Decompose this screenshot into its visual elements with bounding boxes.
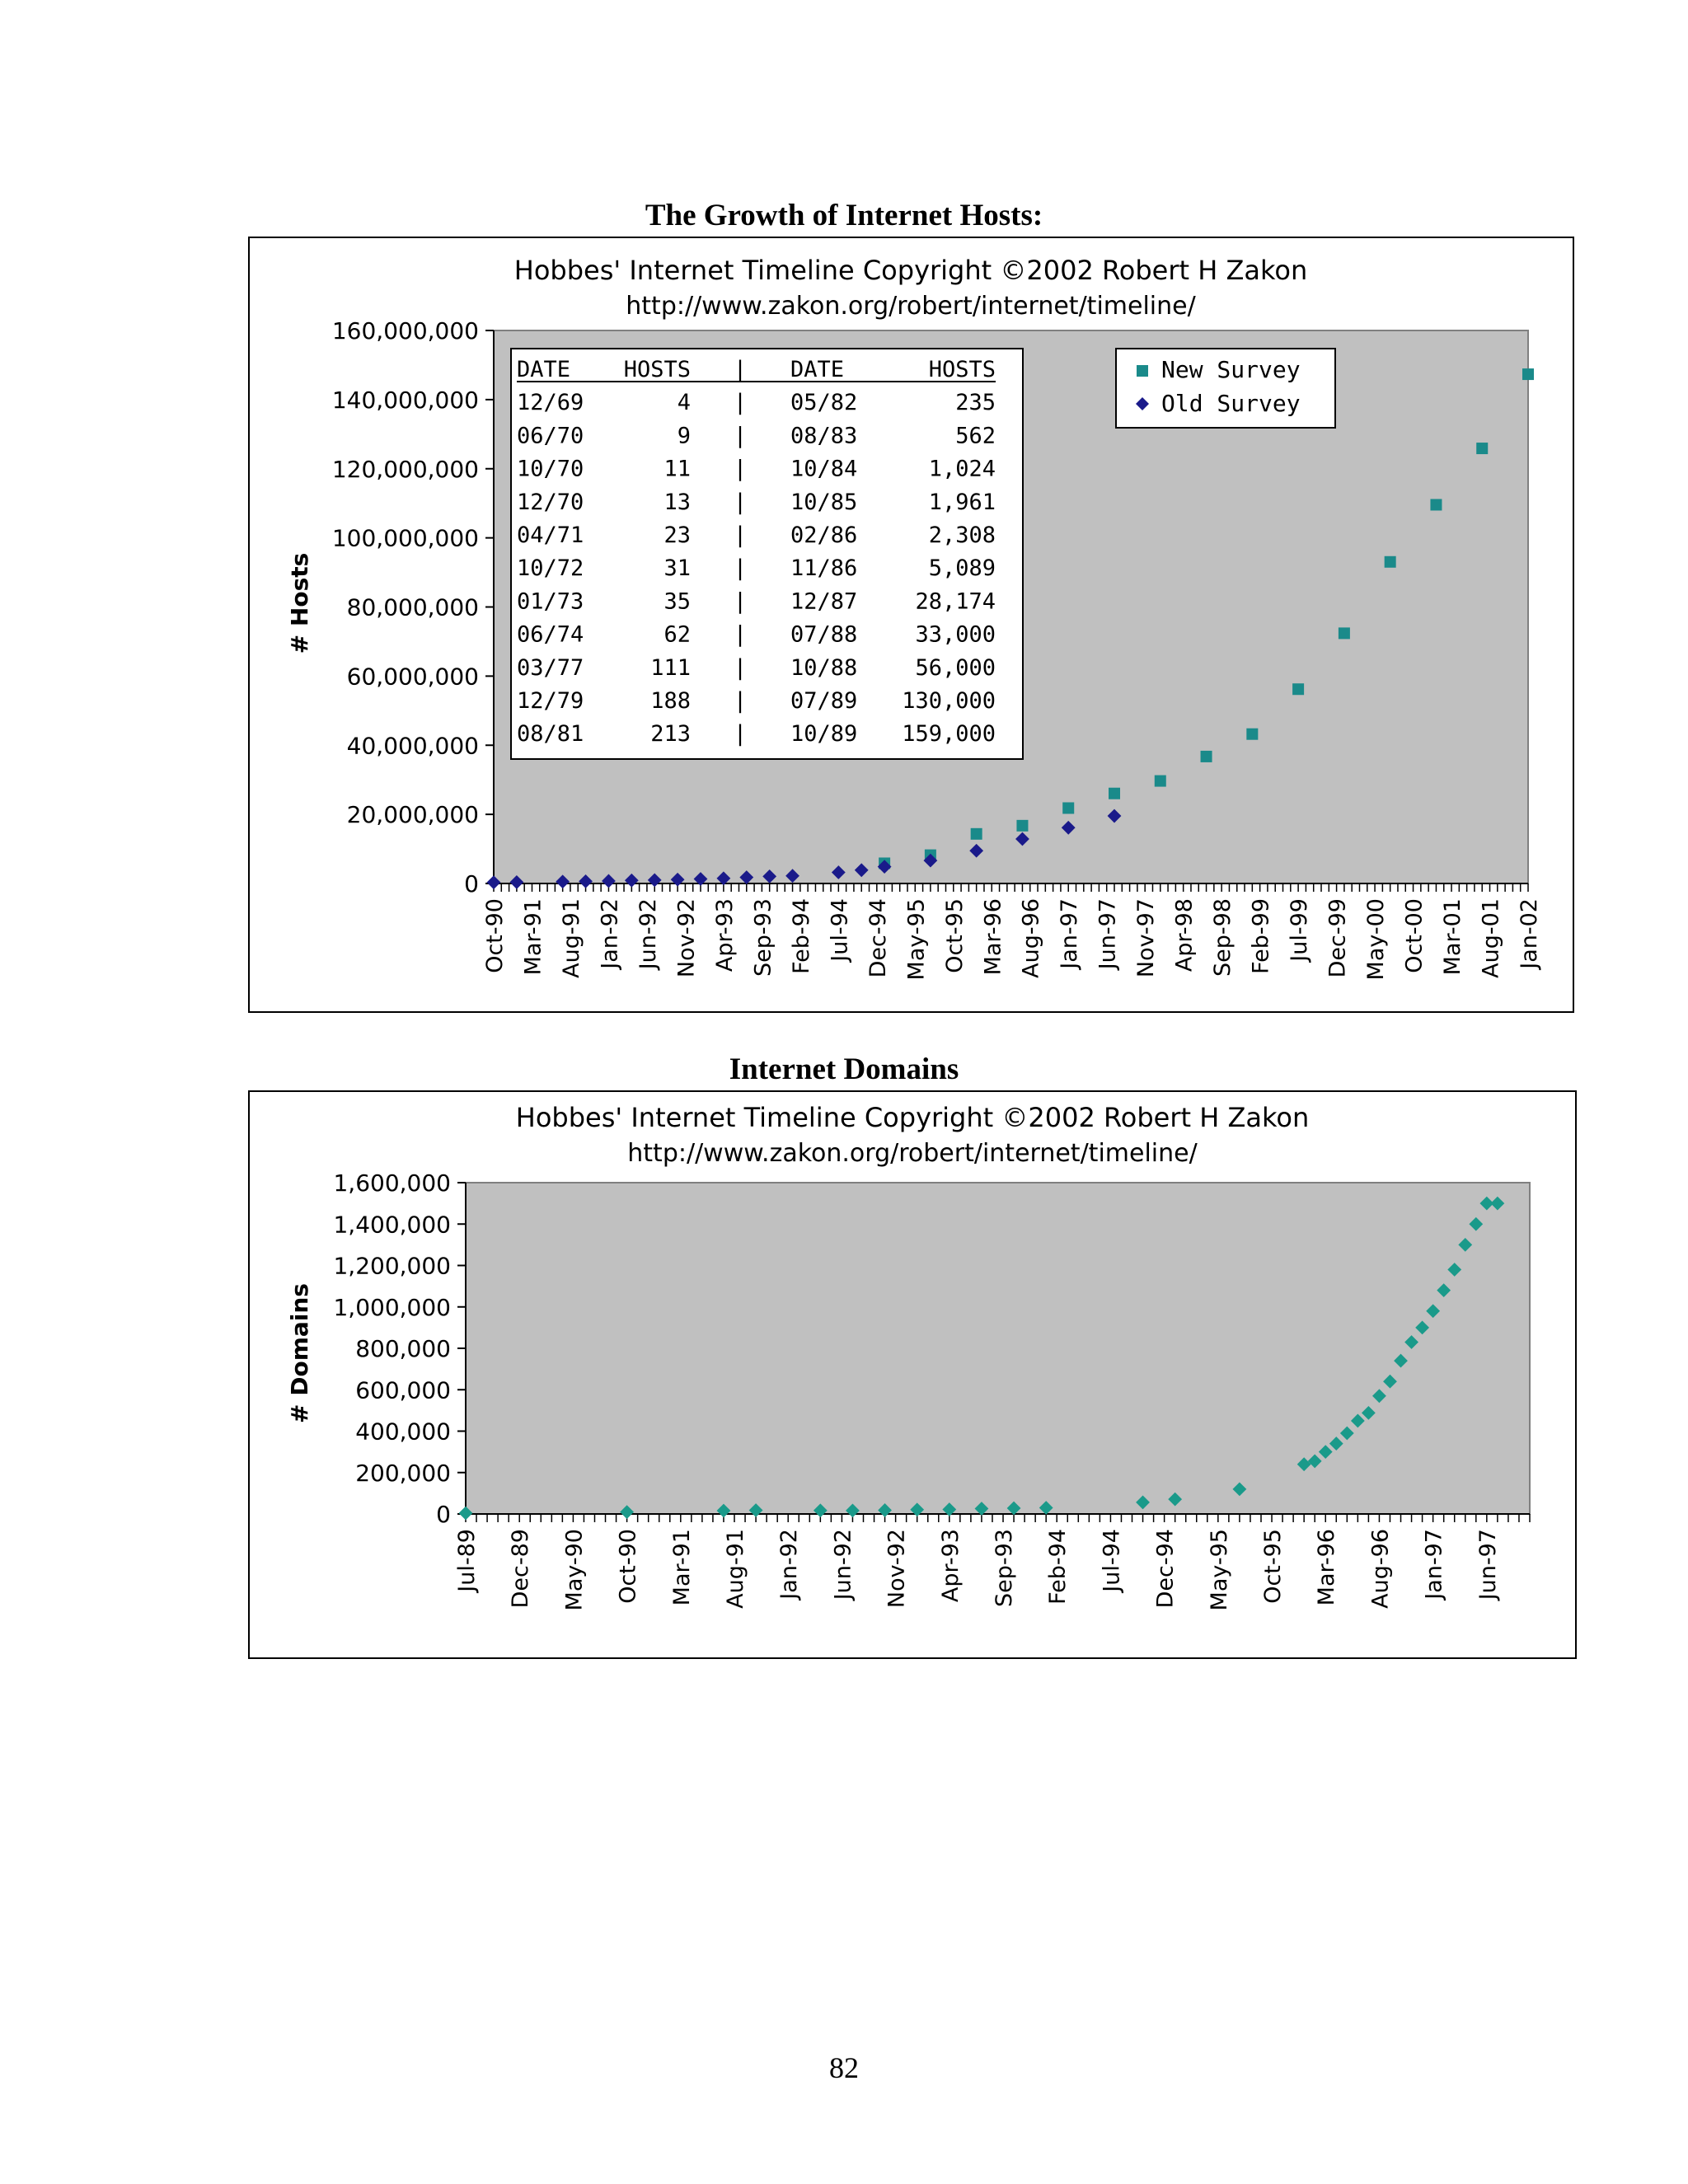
x-tick-label: Sep-93 xyxy=(750,898,776,977)
data-point xyxy=(1201,751,1212,762)
inset-table-cell: 33,000 xyxy=(915,621,996,648)
inset-table-cell: 562 xyxy=(955,423,996,449)
inset-table-cell: 11 xyxy=(663,456,691,482)
data-point xyxy=(1430,499,1442,510)
y-tick-label: 80,000,000 xyxy=(346,593,479,621)
x-tick-label: Nov-97 xyxy=(1133,898,1160,978)
x-tick-label: Mar-91 xyxy=(668,1529,695,1606)
legend-new-survey-label: New Survey xyxy=(1161,356,1301,383)
x-tick-label: Jun-97 xyxy=(1095,898,1121,970)
hosts-section-title: The Growth of Internet Hosts: xyxy=(645,199,1043,232)
data-point xyxy=(1385,556,1396,568)
x-tick-label: Jan-02 xyxy=(1517,898,1542,969)
inset-table-cell: 08/83 xyxy=(790,423,858,449)
inset-table-cell: | xyxy=(733,588,748,615)
inset-table-cell: | xyxy=(733,721,748,748)
inset-table-cell: 05/82 xyxy=(790,390,858,416)
inset-table-cell: 10/88 xyxy=(790,654,858,681)
inset-table-cell: 10/89 xyxy=(790,721,858,748)
y-tick-label: 100,000,000 xyxy=(331,524,479,552)
x-tick-label: Mar-96 xyxy=(1314,1529,1340,1606)
x-tick-label: May-95 xyxy=(1206,1529,1232,1611)
x-tick-label: Aug-01 xyxy=(1478,898,1504,978)
data-point xyxy=(1522,368,1534,380)
inset-table-cell: 130,000 xyxy=(902,688,996,714)
inset-table-cell: 12/79 xyxy=(517,688,584,714)
y-tick-label: 0 xyxy=(436,1501,451,1528)
inset-table-cell: 35 xyxy=(663,588,691,615)
inset-table-cell: | xyxy=(733,390,748,416)
inset-table-cell: 01/73 xyxy=(517,588,584,615)
x-tick-label: Oct-90 xyxy=(615,1529,641,1604)
y-tick-label: 1,200,000 xyxy=(333,1252,451,1280)
inset-table-cell: 31 xyxy=(663,555,691,582)
domains-chart-title: Hobbes' Internet Timeline Copyright ©2002 Robert H Zakon xyxy=(515,1102,1310,1133)
hosts-chart-title: Hobbes' Internet Timeline Copyright ©2002 Robert H Zakon xyxy=(513,255,1308,286)
x-tick-label: Jan-92 xyxy=(776,1529,803,1600)
inset-table-cell: 11/86 xyxy=(790,555,858,582)
inset-table-cell: 62 xyxy=(663,621,691,648)
x-tick-label: Feb-99 xyxy=(1248,898,1274,974)
inset-table-cell: 08/81 xyxy=(517,721,584,748)
inset-table-cell: | xyxy=(733,489,748,515)
y-tick-label: 160,000,000 xyxy=(331,317,479,344)
legend-new-survey-marker xyxy=(1137,365,1148,377)
y-tick-label: 1,400,000 xyxy=(333,1211,451,1239)
legend-old-survey-label: Old Survey xyxy=(1161,390,1301,417)
x-tick-label: Dec-99 xyxy=(1325,898,1351,978)
x-tick-label: Mar-01 xyxy=(1440,898,1466,976)
inset-table-cell: 23 xyxy=(663,523,691,548)
domains-chart-svg xyxy=(250,1092,1575,1657)
inset-table-cell: 06/74 xyxy=(517,621,584,648)
inset-table-cell: 04/71 xyxy=(517,523,584,548)
inset-table-cell: 07/89 xyxy=(790,688,858,714)
domains-chart xyxy=(248,1090,1577,1659)
x-tick-label: Nov-92 xyxy=(673,898,700,978)
inset-table-cell: 13 xyxy=(663,489,691,515)
x-tick-label: Dec-94 xyxy=(1152,1529,1179,1609)
inset-table-cell: 10/72 xyxy=(517,555,584,582)
x-tick-label: Aug-96 xyxy=(1018,898,1044,978)
x-tick-label: Oct-95 xyxy=(941,898,968,973)
x-tick-label: Jul-94 xyxy=(827,898,853,962)
hosts-inset-table xyxy=(511,349,1023,759)
inset-table-cell: 02/86 xyxy=(790,523,858,548)
inset-table-cell: 1,024 xyxy=(928,456,996,482)
domains-chart-subtitle: http://www.zakon.org/robert/internet/timeline/ xyxy=(627,1139,1198,1168)
x-tick-label: Oct-95 xyxy=(1260,1529,1287,1604)
hosts-legend xyxy=(1116,349,1335,428)
x-tick-label: Apr-98 xyxy=(1171,898,1198,972)
data-point xyxy=(1109,788,1120,799)
x-tick-label: Aug-96 xyxy=(1367,1529,1394,1609)
inset-table-cell: 235 xyxy=(955,390,996,416)
inset-table-cell: 07/88 xyxy=(790,621,858,648)
x-tick-label: Jul-89 xyxy=(454,1529,480,1592)
inset-table-cell: 03/77 xyxy=(517,654,584,681)
hosts-chart xyxy=(248,237,1574,1013)
hosts-y-axis-label: # Hosts xyxy=(286,552,313,654)
x-tick-label: Aug-91 xyxy=(558,898,584,978)
x-tick-label: Jul-94 xyxy=(1099,1529,1125,1592)
data-point xyxy=(1155,776,1166,787)
x-tick-label: May-00 xyxy=(1363,898,1390,981)
hosts-chart-subtitle: http://www.zakon.org/robert/internet/timeline/ xyxy=(626,292,1196,321)
domains-section-title: Internet Domains xyxy=(729,1052,959,1086)
y-tick-label: 800,000 xyxy=(355,1335,451,1362)
inset-table-cell: 10/70 xyxy=(517,456,584,482)
inset-table-cell: | xyxy=(733,555,748,582)
x-tick-label: Jul-99 xyxy=(1287,898,1313,962)
inset-table-cell: | xyxy=(733,456,748,482)
x-tick-label: Dec-94 xyxy=(865,898,891,978)
inset-table-header: DATE xyxy=(790,357,845,382)
inset-table-cell: 56,000 xyxy=(915,654,996,681)
x-tick-label: Jun-97 xyxy=(1475,1529,1501,1601)
inset-table-cell: 4 xyxy=(677,390,691,416)
y-tick-label: 120,000,000 xyxy=(331,455,479,483)
x-tick-label: Apr-93 xyxy=(711,898,738,972)
inset-table-cell: 213 xyxy=(650,721,691,748)
x-tick-label: Feb-94 xyxy=(1045,1529,1071,1605)
inset-table-cell: | xyxy=(733,688,748,714)
y-tick-label: 200,000 xyxy=(355,1459,451,1487)
inset-table-cell: 1,961 xyxy=(928,489,996,515)
x-tick-label: Mar-91 xyxy=(520,898,546,976)
data-point xyxy=(1246,729,1258,740)
x-tick-label: Sep-93 xyxy=(992,1529,1018,1607)
inset-table-cell: 10/85 xyxy=(790,489,858,515)
x-tick-label: Nov-92 xyxy=(884,1529,910,1609)
inset-table-cell: 5,089 xyxy=(928,555,996,582)
inset-table-cell: | xyxy=(733,423,748,449)
y-tick-label: 1,000,000 xyxy=(333,1293,451,1321)
inset-table-cell: 12/87 xyxy=(790,588,858,615)
inset-table-header: HOSTS xyxy=(623,357,691,382)
domains-plot-area xyxy=(466,1183,1530,1514)
inset-table-cell: 2,308 xyxy=(928,523,996,548)
x-tick-label: Apr-93 xyxy=(937,1529,964,1603)
x-tick-label: Oct-00 xyxy=(1401,898,1428,973)
y-tick-label: 60,000,000 xyxy=(346,663,479,691)
inset-table-cell: | xyxy=(733,621,748,648)
x-tick-label: Jun-92 xyxy=(830,1529,856,1601)
x-tick-label: Sep-98 xyxy=(1210,898,1236,977)
inset-table-cell: 10/84 xyxy=(790,456,858,482)
hosts-chart-svg xyxy=(250,238,1573,1011)
y-tick-label: 40,000,000 xyxy=(346,732,479,760)
domains-y-axis-label: # Domains xyxy=(286,1283,313,1423)
x-tick-label: May-95 xyxy=(903,898,930,981)
page-number: 82 xyxy=(829,2051,859,2084)
inset-table-cell: 159,000 xyxy=(902,721,996,748)
data-point xyxy=(1339,627,1350,639)
data-point xyxy=(1292,683,1304,695)
inset-table-cell: 9 xyxy=(677,423,691,449)
inset-table-cell: 188 xyxy=(650,688,691,714)
x-tick-label: Feb-94 xyxy=(788,898,814,974)
inset-table-cell: 06/70 xyxy=(517,423,584,449)
y-tick-label: 20,000,000 xyxy=(346,801,479,829)
x-tick-label: Oct-90 xyxy=(482,898,508,973)
inset-table-cell: 28,174 xyxy=(915,588,996,615)
x-tick-label: Jun-92 xyxy=(635,898,661,970)
y-tick-label: 140,000,000 xyxy=(331,386,479,414)
data-point xyxy=(971,828,982,840)
inset-table-cell: 111 xyxy=(650,654,691,681)
data-point xyxy=(1016,820,1028,832)
x-tick-label: Jan-97 xyxy=(1421,1529,1447,1600)
x-tick-label: Jan-97 xyxy=(1057,898,1083,969)
y-tick-label: 600,000 xyxy=(355,1376,451,1404)
data-point xyxy=(1476,443,1488,454)
x-tick-label: Mar-96 xyxy=(980,898,1006,976)
inset-table-header: HOSTS xyxy=(928,357,996,382)
inset-table-cell: | xyxy=(733,523,748,548)
x-tick-label: Aug-91 xyxy=(723,1529,749,1609)
x-tick-label: May-90 xyxy=(561,1529,588,1611)
y-tick-label: 400,000 xyxy=(355,1418,451,1446)
x-tick-label: Jan-92 xyxy=(597,898,623,969)
inset-table-cell: 12/70 xyxy=(517,489,584,515)
inset-table-cell: | xyxy=(733,654,748,681)
inset-table-header: DATE xyxy=(517,357,571,382)
inset-table-cell: 12/69 xyxy=(517,390,584,416)
data-point xyxy=(1062,802,1074,813)
y-tick-label: 1,600,000 xyxy=(333,1169,451,1197)
y-tick-label: 0 xyxy=(464,870,479,898)
x-tick-label: Dec-89 xyxy=(508,1529,534,1609)
inset-table-header: | xyxy=(733,357,748,382)
